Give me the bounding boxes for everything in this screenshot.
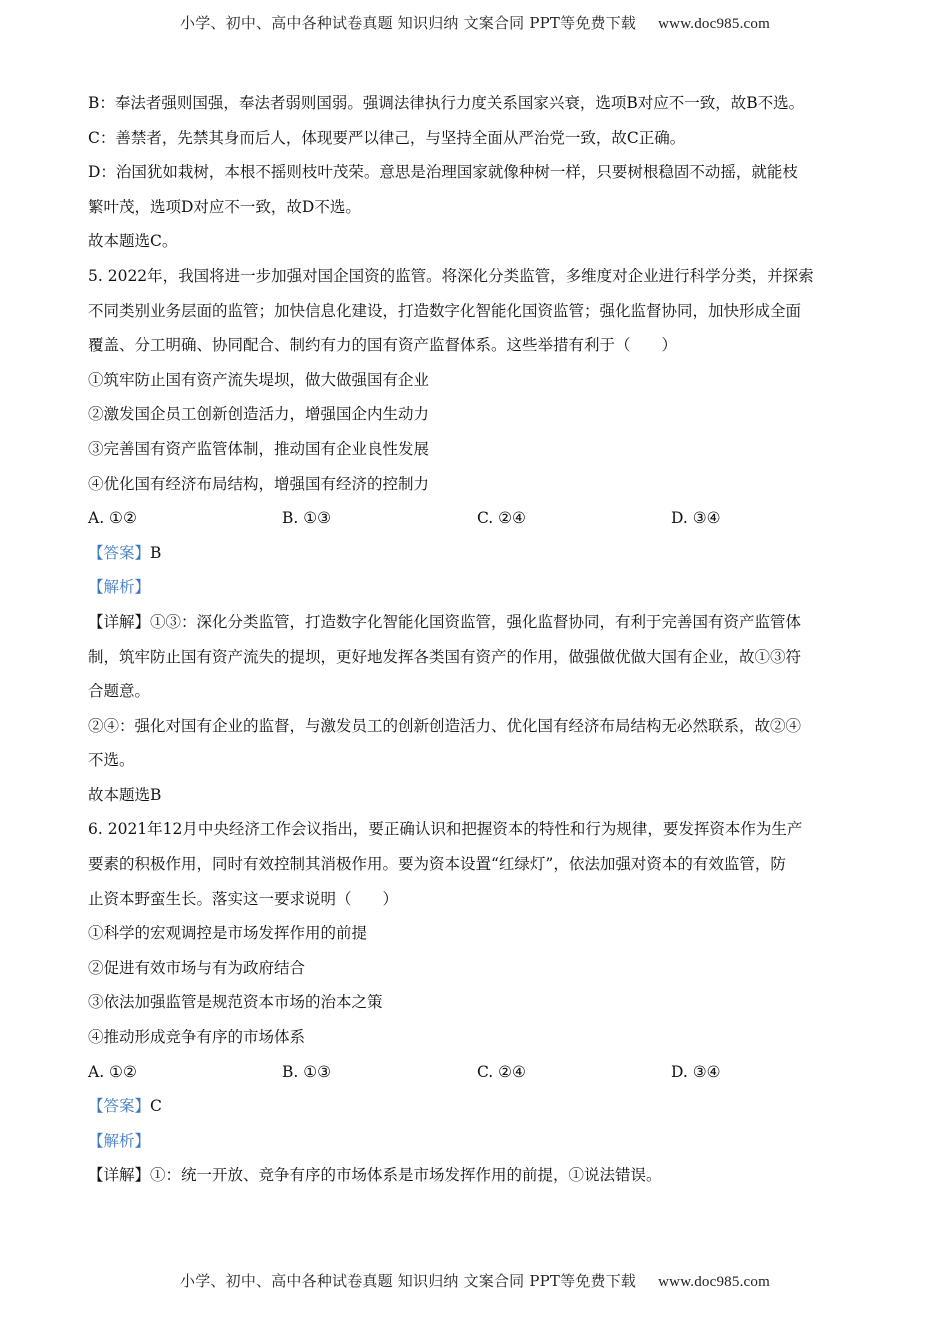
detail-tag: 【详解】: [88, 612, 151, 631]
answer-options: [88, 501, 864, 536]
page-footer: [0, 1270, 950, 1291]
question-stem-line: 要素的积极作用，同时有效控制其消极作用。要为资本设置“红绿灯”，依法加强对资本的有效监管，防: [88, 855, 786, 874]
conclusion-line: 故本题选B: [88, 785, 162, 804]
detail-text: ①：统一开放、竞争有序的市场体系是市场发挥作用的前提，①说法错误。: [150, 1166, 662, 1185]
statement-item: ③依法加强监管是规范资本市场的治本之策: [88, 993, 383, 1012]
option-c: C. ②④: [477, 1062, 526, 1081]
detail-text: ①③：深化分类监管，打造数字化智能化国资监管，强化监督协同，有利于完善国有资产监管体: [150, 612, 802, 631]
answer-value: B: [150, 543, 162, 562]
conclusion-line: 故本题选C。: [88, 232, 178, 251]
answer-line: [88, 1089, 864, 1124]
question-5: [88, 259, 864, 813]
document-body: [88, 86, 864, 1193]
analysis-heading: [88, 1124, 864, 1159]
detail-line: [88, 605, 864, 640]
analysis-line: B：奉法者强则国强，奉法者弱则国弱。强调法律执行力度关系国家兴衰，选项B对应不一致，故B不选。: [88, 94, 805, 112]
analysis-heading: [88, 570, 864, 605]
option-d: D. ③④: [671, 509, 721, 528]
detail-line: [88, 1158, 864, 1193]
page-header: [0, 12, 950, 33]
analysis-line: 繁叶茂，选项D对应不一致，故D不选。: [88, 197, 361, 216]
footer-site-link[interactable]: www.doc985.com: [658, 1274, 770, 1290]
option-a: A. ①②: [88, 1062, 137, 1081]
statement-item: ④推动形成竞争有序的市场体系: [88, 1028, 306, 1047]
question-stem-line: 覆盖、分工明确、协同配合、制约有力的国有资产监督体系。这些举措有利于（ ）: [88, 336, 678, 355]
statement-item: ③完善国有资产监管体制，推动国有企业良性发展: [88, 439, 430, 458]
option-a: A. ①②: [88, 509, 137, 528]
question-stem-line: 不同类别业务层面的监管；加快信息化建设，打造数字化智能化国资监管；强化监督协同，加快形成全面: [88, 301, 802, 320]
detail-line: 合题意。: [88, 682, 151, 701]
option-b: B. ①③: [282, 1062, 332, 1081]
answer-line: [88, 536, 864, 571]
statement-item: ①科学的宏观调控是市场发挥作用的前提: [88, 924, 368, 943]
answer-value: C: [150, 1097, 162, 1116]
option-b: B. ①③: [282, 509, 332, 528]
question-stem-line: 6. 2021年12月中央经济工作会议指出，要正确认识和把握资本的特性和行为规律，要发挥资本作为生产: [88, 820, 803, 839]
analysis-tag: 【解析】: [88, 1131, 151, 1150]
detail-line: 制，筑牢防止国有资产流失的提坝，更好地发挥各类国有资产的作用，做强做优做大国有企业，故①③符: [88, 647, 802, 666]
answer-tag: 【答案】: [88, 543, 151, 562]
statement-item: ①筑牢防止国有资产流失堤坝，做大做强国有企业: [88, 370, 430, 389]
analysis-line: D：治国犹如栽树，本根不摇则枝叶茂荣。意思是治理国家就像种树一样，只要树根稳固不动摇，就能枝: [88, 163, 798, 182]
question-stem-line: 5. 2022年，我国将进一步加强对国企国资的监管。将深化分类监管，多维度对企业进行科学分类，并探索: [88, 266, 814, 285]
analysis-tag: 【解析】: [88, 578, 151, 597]
header-site-link[interactable]: www.doc985.com: [658, 16, 770, 32]
header-text: 小学、初中、高中各种试卷真题 知识归纳 文案合同 PPT等免费下载: [180, 14, 637, 32]
analysis-line: C：善禁者，先禁其身而后人，体现要严以律己，与坚持全面从严治党一致，故C正确。: [88, 128, 686, 147]
statement-item: ②促进有效市场与有为政府结合: [88, 958, 306, 977]
statement-item: ④优化国有经济布局结构，增强国有经济的控制力: [88, 474, 430, 493]
detail-line: ②④：强化对国有企业的监督，与激发员工的创新创造活力、优化国有经济布局结构无必然联系，故②④: [88, 716, 802, 735]
detail-tag: 【详解】: [88, 1166, 151, 1185]
option-c: C. ②④: [477, 509, 526, 528]
footer-text: 小学、初中、高中各种试卷真题 知识归纳 文案合同 PPT等免费下载: [180, 1272, 637, 1290]
option-d: D. ③④: [671, 1062, 721, 1081]
question-6: [88, 812, 864, 1193]
detail-line: 不选。: [88, 751, 135, 770]
question-stem-line: 止资本野蛮生长。落实这一要求说明（ ）: [88, 889, 399, 908]
statement-item: ②激发国企员工创新创造活力，增强国企内生动力: [88, 405, 430, 424]
answer-options: [88, 1055, 864, 1090]
answer-tag: 【答案】: [88, 1097, 151, 1116]
